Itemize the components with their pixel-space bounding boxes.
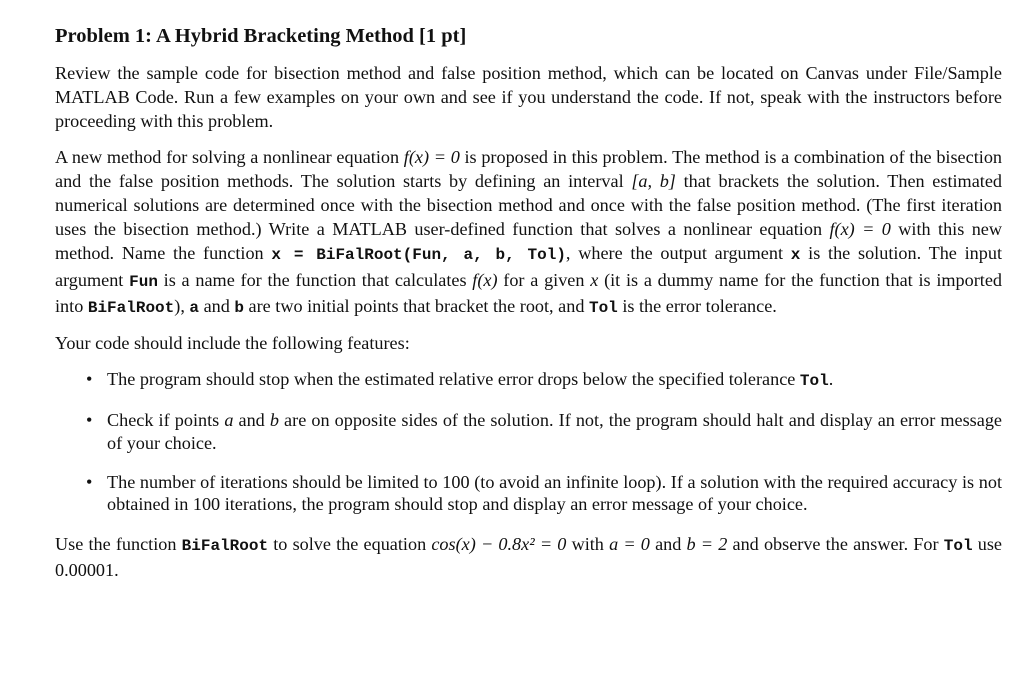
tol-code: Tol	[799, 372, 829, 391]
f-of-x: f(x)	[472, 269, 498, 290]
list-item: • The program should stop when the estimated relative error drops below the specified tolerance Tol.	[55, 368, 1002, 393]
list-item: • The number of iterations should be limited to 100 (to avoid an infinite loop). If a solution with the required accuracy is not obtained in 100 iterations, the program should stop and display an error message of your choice.	[55, 471, 1002, 517]
equation-f-of-x: f(x) = 0	[829, 219, 891, 240]
tol-value: 0.00001	[55, 560, 115, 581]
input-arg-b: b	[234, 298, 244, 317]
function-name: BiFalRoot	[181, 537, 269, 556]
function-signature: x = BiFalRoot(Fun, a, b, Tol)	[271, 246, 566, 265]
features-list	[55, 368, 1002, 516]
tol-code: Tol	[943, 537, 973, 556]
point-a: a	[224, 410, 234, 431]
input-arg-fun: Fun	[129, 272, 158, 291]
problem-title: Problem 1: A Hybrid Bracketing Method [1 pt]	[55, 25, 467, 47]
review-paragraph: Review the sample code for bisection method and false position method, which can be located on Canvas under File/Sample MATLAB Code. Run a few examples on your own and see if you understand the code. If not, speak with the instructors before proceeding with this problem.	[55, 63, 1002, 132]
final-paragraph: Use the function BiFalRoot to solve the equation cos(x) − 0.8x² = 0 with a = 0 and b = 2 and observe the answer. For Tol use 0.00001.	[55, 534, 1002, 581]
b-value: b = 2	[686, 534, 728, 555]
point-b: b	[269, 410, 279, 431]
equation-f-of-x: f(x) = 0	[403, 146, 460, 167]
variable-x: x	[590, 269, 599, 290]
interval-ab: [a, b]	[631, 170, 676, 191]
method-paragraph: A new method for solving a nonlinear equation f(x) = 0 is proposed in this problem. The method is a combination of the bisection and the false position methods. The solution starts by defining an interval [a, b] that brackets the solution. Then estimated numerical solutions are determined once with the bisection method and once with the false position method. (The first iteration uses the bisection method.) Write a MATLAB user-defined function that solves a nonlinear equation f(x) = 0 with this new method. Name the function x = BiFalRoot(Fun, a, b, Tol), where the output argument x is the solution. The input argument Fun is a name for the function that calculates f(x) for a given x (it is a dummy name for the function that is imported into BiFalRoot), a and b are two initial points that bracket the root, and Tol is the error tolerance.	[55, 146, 1003, 317]
a-value: a = 0	[609, 534, 650, 555]
input-arg-a: a	[189, 298, 200, 317]
input-arg-tol: Tol	[588, 298, 618, 317]
target-equation: cos(x) − 0.8x² = 0	[431, 534, 567, 555]
list-item: • Check if points a and b are on opposite sides of the solution. If not, the program should halt and display an error message of your choice.	[55, 409, 1002, 455]
output-arg-x: x	[790, 246, 801, 265]
function-name: BiFalRoot	[87, 298, 175, 317]
features-lead: Your code should include the following features:	[55, 333, 410, 354]
